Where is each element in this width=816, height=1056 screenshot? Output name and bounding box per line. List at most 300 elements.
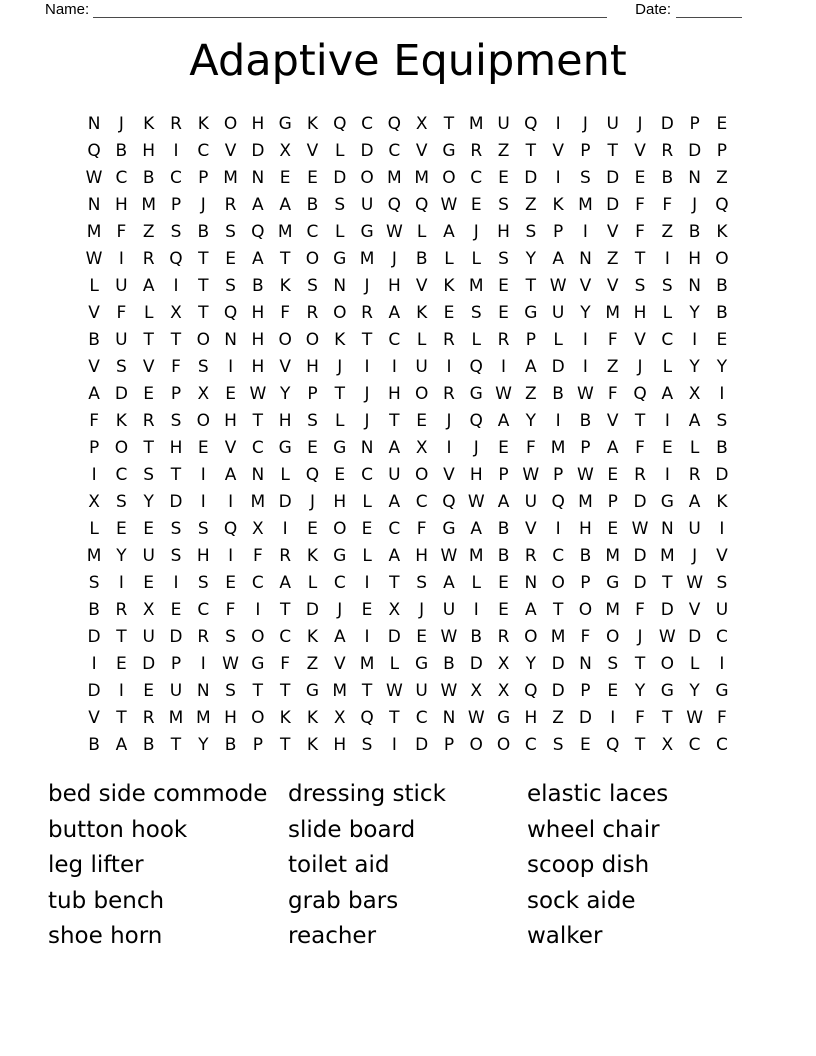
grid-letter: T [525, 275, 537, 296]
grid-letter: V [552, 140, 564, 161]
word-list-item: leg lifter [48, 852, 144, 879]
grid-letter: Q [606, 734, 620, 755]
grid-letter: T [334, 383, 345, 404]
word-list-item: tub bench [48, 887, 165, 914]
grid-letter: W [467, 707, 485, 728]
grid-letter: O [305, 248, 320, 269]
grid-letter: T [198, 302, 209, 323]
grid-letter: J [582, 113, 588, 134]
grid-letter: I [555, 113, 561, 134]
grid-letter: N [442, 707, 456, 728]
grid-letter: T [170, 464, 182, 485]
grid-letter: C [361, 464, 373, 485]
grid-letter: K [716, 221, 728, 242]
grid-letter: A [388, 437, 401, 458]
grid-letter: A [497, 410, 510, 431]
grid-letter: G [660, 680, 674, 701]
grid-letter: N [87, 194, 101, 215]
grid-letter: T [252, 410, 264, 431]
grid-letter: O [305, 329, 320, 350]
grid-letter: O [524, 626, 538, 647]
grid-letter: W [658, 626, 676, 647]
grid-letter: B [415, 248, 428, 269]
grid-letter: J [309, 491, 315, 512]
grid-letter: U [415, 680, 428, 701]
grid-letter: N [196, 680, 210, 701]
grid-letter: V [88, 356, 100, 377]
grid-letter: F [662, 194, 673, 215]
grid-letter: X [497, 680, 510, 701]
grid-letter: T [634, 410, 646, 431]
grid-letter: M [550, 626, 566, 647]
grid-letter: T [662, 572, 673, 593]
grid-letter: B [716, 275, 728, 296]
grid-letter: C [197, 140, 210, 161]
grid-letter: L [335, 140, 345, 161]
grid-letter: D [360, 140, 374, 161]
grid-letter: J [692, 194, 698, 215]
grid-letter: P [198, 167, 209, 188]
grid-letter: Z [661, 221, 674, 242]
grid-letter: T [634, 734, 646, 755]
grid-letter: I [664, 248, 670, 269]
grid-letter: Q [442, 491, 456, 512]
grid-letter: P [580, 140, 591, 161]
grid-letter: A [470, 518, 483, 539]
grid-letter: S [716, 410, 728, 431]
grid-letter: J [364, 275, 370, 296]
grid-letter: J [200, 194, 206, 215]
grid-letter: A [497, 491, 510, 512]
grid-letter: S [607, 653, 619, 674]
grid-letter: D [333, 167, 347, 188]
grid-letter: P [252, 734, 263, 755]
grid-letter: N [524, 572, 538, 593]
grid-letter: L [416, 221, 427, 242]
grid-letter: Q [360, 707, 374, 728]
grid-letter: V [634, 329, 646, 350]
grid-letter: V [606, 275, 619, 296]
grid-letter: U [388, 464, 401, 485]
grid-letter: R [142, 410, 155, 431]
grid-letter: E [170, 599, 182, 620]
grid-letter: E [143, 383, 155, 404]
grid-letter: D [87, 680, 101, 701]
grid-letter: J [446, 410, 452, 431]
grid-letter: B [497, 518, 510, 539]
grid-letter: E [661, 437, 673, 458]
grid-letter: W [577, 464, 594, 485]
grid-letter: X [415, 437, 428, 458]
grid-letter: H [469, 464, 483, 485]
word-list-column-1 [48, 777, 288, 955]
grid-letter: A [88, 383, 100, 404]
grid-letter: G [660, 491, 674, 512]
grid-letter: E [498, 437, 509, 458]
grid-letter: P [607, 491, 618, 512]
grid-letter: L [335, 221, 345, 242]
grid-letter: O [414, 464, 429, 485]
word-list-item: grab bars [288, 887, 399, 914]
grid-letter: L [89, 275, 99, 296]
grid-letter: G [278, 437, 292, 458]
grid-letter: G [415, 653, 429, 674]
grid-letter: L [689, 437, 700, 458]
grid-letter: B [252, 275, 264, 296]
grid-letter: J [692, 545, 698, 566]
grid-letter: F [252, 545, 263, 566]
grid-letter: M [605, 302, 621, 323]
grid-letter: Q [469, 410, 483, 431]
grid-letter: U [606, 113, 619, 134]
grid-letter: T [252, 680, 264, 701]
grid-letter: W [440, 626, 458, 647]
grid-letter: T [389, 707, 400, 728]
grid-letter: U [551, 302, 565, 323]
grid-letter: S [634, 275, 646, 296]
grid-letter: H [224, 707, 237, 728]
grid-letter: S [197, 572, 209, 593]
grid-letter: T [198, 275, 209, 296]
grid-letter: P [553, 464, 564, 485]
grid-letter: C [279, 626, 292, 647]
grid-letter: P [498, 464, 509, 485]
grid-letter: A [661, 383, 674, 404]
grid-letter: J [637, 356, 643, 377]
grid-letter: I [582, 221, 588, 242]
grid-letter: S [498, 248, 509, 269]
grid-letter: I [391, 734, 397, 755]
grid-letter: H [114, 194, 128, 215]
grid-letter: V [415, 140, 428, 161]
grid-letter: D [469, 653, 483, 674]
grid-letter: D [524, 167, 538, 188]
grid-letter: Y [525, 410, 537, 431]
grid-letter: I [364, 356, 370, 377]
grid-letter: E [416, 410, 428, 431]
grid-letter: X [252, 518, 264, 539]
grid-letter: K [143, 113, 155, 134]
grid-letter: V [716, 545, 728, 566]
grid-letter: W [549, 275, 567, 296]
grid-letter: I [719, 653, 725, 674]
grid-letter: J [337, 599, 343, 620]
grid-letter: U [142, 545, 155, 566]
word-list-item: elastic laces [527, 781, 669, 807]
grid-letter: N [333, 275, 347, 296]
grid-letter: I [446, 437, 452, 458]
grid-letter: S [661, 275, 673, 296]
grid-letter: I [118, 248, 124, 269]
grid-letter: W [440, 680, 458, 701]
grid-letter: C [333, 572, 346, 593]
grid-letter: T [279, 248, 291, 269]
grid-letter: O [360, 167, 374, 188]
grid-letter: F [635, 599, 645, 620]
grid-letter: L [89, 518, 99, 539]
grid-letter: R [197, 626, 210, 647]
grid-letter: E [225, 572, 236, 593]
grid-letter: K [552, 194, 564, 215]
grid-letter: F [171, 356, 181, 377]
grid-letter: S [225, 275, 236, 296]
grid-letter: D [633, 491, 647, 512]
grid-letter: M [387, 167, 402, 188]
grid-letter: B [579, 545, 592, 566]
grid-letter: Y [580, 302, 591, 323]
grid-letter: T [662, 707, 673, 728]
word-list-column-3 [527, 777, 776, 955]
grid-letter: G [333, 248, 347, 269]
word-list-item: walker [527, 923, 603, 950]
grid-letter: U [142, 626, 155, 647]
grid-letter: N [87, 113, 101, 134]
grid-letter: W [467, 491, 485, 512]
grid-letter: G [524, 302, 538, 323]
grid-letter: O [251, 707, 265, 728]
grid-letter: H [387, 275, 401, 296]
grid-letter: X [661, 734, 674, 755]
grid-letter: I [555, 167, 561, 188]
grid-letter: H [524, 707, 538, 728]
grid-letter: H [688, 248, 702, 269]
grid-letter: I [555, 410, 561, 431]
grid-letter: E [143, 518, 155, 539]
grid-letter: U [115, 329, 128, 350]
grid-letter: P [170, 383, 182, 404]
word-list-item: scoop dish [527, 852, 650, 879]
grid-letter: C [251, 437, 264, 458]
grid-letter: W [249, 383, 267, 404]
grid-letter: S [334, 194, 346, 215]
grid-letter: J [473, 221, 479, 242]
grid-letter: I [501, 356, 507, 377]
grid-letter: G [333, 545, 347, 566]
grid-letter: L [280, 464, 290, 485]
grid-letter: E [307, 518, 318, 539]
grid-letter: N [660, 518, 674, 539]
grid-letter: S [170, 545, 182, 566]
grid-letter: I [582, 329, 588, 350]
grid-letter: L [362, 545, 372, 566]
grid-letter: S [552, 734, 564, 755]
grid-letter: B [306, 194, 319, 215]
grid-letter: E [307, 437, 318, 458]
word-list-column-2 [288, 777, 527, 955]
grid-letter: S [307, 275, 318, 296]
grid-letter: W [85, 167, 103, 188]
grid-letter: T [389, 410, 400, 431]
grid-letter: K [306, 626, 319, 647]
grid-letter: A [279, 194, 291, 215]
grid-letter: E [498, 302, 509, 323]
grid-letter: V [224, 140, 237, 161]
grid-letter: Y [143, 491, 154, 512]
grid-letter: J [637, 626, 643, 647]
grid-letter: M [359, 653, 375, 674]
grid-letter: R [142, 707, 155, 728]
grid-letter: M [195, 707, 211, 728]
grid-letter: W [440, 194, 458, 215]
grid-letter: V [606, 221, 619, 242]
grid-letter: R [443, 383, 455, 404]
grid-letter: R [470, 140, 483, 161]
grid-letter: G [715, 680, 729, 701]
grid-letter: P [307, 383, 318, 404]
grid-letter: E [279, 167, 291, 188]
grid-letter: F [635, 194, 645, 215]
grid-letter: L [335, 410, 345, 431]
grid-letter: U [360, 194, 374, 215]
grid-letter: K [197, 113, 209, 134]
grid-letter: I [200, 653, 206, 674]
word-list-item: wheel chair [527, 816, 660, 843]
grid-letter: J [473, 437, 479, 458]
grid-letter: O [442, 167, 456, 188]
grid-letter: I [200, 491, 206, 512]
grid-letter: D [633, 545, 647, 566]
name-blank-line [93, 3, 607, 18]
grid-letter: H [387, 383, 401, 404]
grid-letter: U [715, 599, 729, 620]
grid-letter: F [89, 410, 99, 431]
grid-letter: B [661, 167, 674, 188]
grid-letter: O [414, 383, 429, 404]
grid-letter: H [251, 113, 265, 134]
grid-letter: C [715, 734, 728, 755]
grid-letter: W [495, 383, 512, 404]
grid-letter: Z [552, 707, 564, 728]
grid-letter: D [551, 653, 565, 674]
grid-letter: G [496, 707, 511, 728]
grid-letter: A [388, 302, 401, 323]
grid-letter: P [580, 680, 591, 701]
grid-letter: B [142, 167, 155, 188]
grid-letter: R [279, 545, 292, 566]
grid-letter: F [280, 653, 291, 674]
grid-letter: U [115, 275, 128, 296]
grid-letter: Q [633, 383, 647, 404]
grid-letter: Z [525, 383, 537, 404]
grid-letter: W [385, 680, 403, 701]
grid-letter: Y [689, 302, 700, 323]
grid-letter: T [607, 140, 618, 161]
grid-letter: I [364, 626, 370, 647]
grid-letter: G [251, 653, 265, 674]
grid-letter: C [361, 113, 373, 134]
grid-letter: E [225, 383, 236, 404]
grid-letter: C [388, 518, 401, 539]
grid-letter: A [606, 437, 619, 458]
grid-letter: A [525, 356, 537, 377]
word-list-item: button hook [48, 816, 188, 843]
grid-letter: T [525, 140, 537, 161]
grid-letter: B [443, 653, 455, 674]
grid-letter: H [633, 302, 647, 323]
grid-letter: E [416, 626, 428, 647]
grid-letter: K [279, 275, 291, 296]
grid-letter: K [443, 275, 455, 296]
grid-letter: F [116, 302, 127, 323]
grid-letter: T [143, 437, 154, 458]
grid-letter: E [634, 167, 646, 188]
grid-letter: I [228, 545, 234, 566]
grid-letter: U [169, 680, 183, 701]
grid-letter: G [469, 383, 483, 404]
grid-letter: V [634, 140, 646, 161]
word-list-item: shoe horn [48, 923, 163, 950]
grid-letter: F [635, 707, 645, 728]
grid-letter: L [689, 653, 700, 674]
grid-letter: A [224, 464, 237, 485]
grid-letter: G [360, 221, 374, 242]
grid-letter: W [385, 221, 403, 242]
grid-letter: S [416, 572, 428, 593]
grid-letter: D [415, 734, 429, 755]
grid-letter: S [580, 167, 591, 188]
grid-letter: C [388, 329, 401, 350]
grid-letter: E [197, 437, 209, 458]
grid-letter: W [577, 383, 594, 404]
grid-letter: O [496, 734, 511, 755]
word-list-item: bed side commode [48, 781, 268, 807]
grid-letter: V [279, 356, 291, 377]
grid-letter: R [361, 302, 373, 323]
grid-letter: W [85, 248, 103, 269]
grid-letter: A [688, 410, 701, 431]
grid-letter: S [307, 410, 318, 431]
grid-letter: M [359, 248, 375, 269]
grid-letter: E [716, 329, 728, 350]
grid-letter: Q [469, 356, 483, 377]
grid-letter: Q [169, 248, 183, 269]
grid-letter: E [361, 599, 373, 620]
grid-letter: O [196, 410, 210, 431]
grid-letter: R [634, 464, 646, 485]
grid-letter: B [197, 221, 210, 242]
grid-letter: A [443, 572, 455, 593]
grid-letter: V [88, 302, 100, 323]
grid-letter: X [470, 680, 483, 701]
grid-letter: N [224, 329, 237, 350]
grid-letter: I [664, 410, 670, 431]
grid-letter: I [228, 356, 234, 377]
grid-letter: S [225, 221, 236, 242]
grid-letter: I [582, 356, 588, 377]
grid-letter: T [389, 572, 400, 593]
grid-letter: S [361, 734, 373, 755]
grid-letter: T [170, 329, 182, 350]
grid-letter: T [198, 248, 209, 269]
grid-letter: F [607, 329, 618, 350]
grid-letter: S [170, 410, 182, 431]
grid-letter: K [306, 113, 319, 134]
grid-letter: H [333, 491, 347, 512]
grid-letter: I [719, 383, 725, 404]
grid-letter: R [688, 464, 701, 485]
grid-letter: S [197, 518, 209, 539]
grid-letter: N [688, 167, 701, 188]
grid-letter: Q [387, 113, 402, 134]
grid-letter: P [689, 113, 700, 134]
grid-letter: Y [279, 383, 291, 404]
grid-letter: C [688, 734, 701, 755]
grid-letter: S [498, 194, 509, 215]
grid-letter: O [578, 599, 593, 620]
grid-letter: E [498, 275, 509, 296]
grid-letter: C [388, 140, 401, 161]
grid-letter: V [579, 275, 592, 296]
